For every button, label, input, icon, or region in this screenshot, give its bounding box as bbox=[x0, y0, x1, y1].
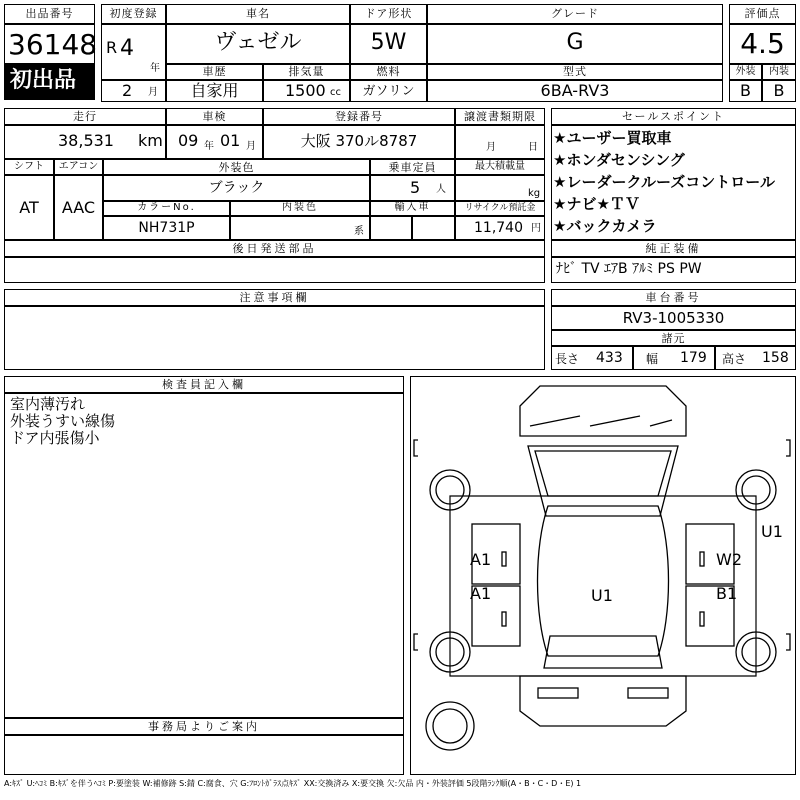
first-listing-text: 初出品 bbox=[10, 68, 77, 93]
chassis-value: RV3-1005330 bbox=[622, 309, 725, 327]
first-reg-label: 初度登録 bbox=[109, 7, 158, 20]
import-cell-a bbox=[370, 216, 412, 240]
transfer-label: 譲渡書類期限 bbox=[464, 110, 536, 123]
damage-mark: B1 bbox=[716, 584, 738, 603]
recycle-label: リサイクル預託金 bbox=[464, 203, 536, 213]
insp-year-unit: 年 bbox=[204, 141, 214, 152]
import-label: 輸入車 bbox=[394, 202, 431, 213]
bracket-left-front bbox=[414, 440, 418, 456]
insp-year: 09 bbox=[178, 131, 199, 150]
grade-label: グレード bbox=[551, 7, 599, 20]
handle-rf bbox=[700, 552, 704, 566]
spec-label: 諸元 bbox=[661, 332, 686, 345]
displacement-unit: cc bbox=[330, 87, 341, 98]
windshield bbox=[535, 451, 671, 496]
color-no-label: カラーNo. bbox=[137, 202, 196, 213]
car-outline-front bbox=[520, 386, 686, 436]
height-label: 高さ bbox=[722, 352, 747, 366]
later-parts-cell bbox=[4, 257, 545, 283]
rear-window bbox=[544, 636, 662, 668]
sales-label: セールスポイント bbox=[621, 110, 725, 123]
fuel-label: 燃料 bbox=[376, 65, 401, 78]
car-name-label: 車名 bbox=[246, 7, 270, 20]
office-cell bbox=[4, 735, 404, 775]
int-color-cell bbox=[230, 216, 370, 240]
history-label: 車歴 bbox=[202, 65, 227, 78]
interior-label: 内装 bbox=[769, 66, 789, 77]
reg-label: 登録番号 bbox=[335, 110, 383, 123]
shift-value: AT bbox=[19, 198, 39, 217]
shift-label: シフト bbox=[14, 161, 44, 172]
insp-month-unit: 月 bbox=[246, 141, 256, 152]
grille-slats bbox=[530, 416, 672, 426]
bracket-right-rear bbox=[786, 634, 790, 650]
recycle-unit: 円 bbox=[531, 223, 541, 234]
damage-mark: W2 bbox=[716, 550, 742, 569]
door-label: ドア形状 bbox=[364, 7, 413, 20]
rear-lamp-left bbox=[538, 688, 578, 698]
car-name: ヴェゼル bbox=[214, 30, 302, 55]
inspector-line: 外装うすい線傷 bbox=[10, 412, 116, 430]
grade-value: G bbox=[566, 30, 584, 55]
cabin bbox=[538, 506, 669, 656]
exterior-label: 外装 bbox=[735, 66, 756, 77]
exterior-grade: B bbox=[740, 81, 751, 100]
sales-item: ★ユーザー買取車 bbox=[553, 129, 672, 147]
mileage-label: 走行 bbox=[73, 110, 97, 123]
color-no-value: NH731P bbox=[138, 220, 195, 236]
model-value: 6BA-RV3 bbox=[540, 81, 610, 100]
sales-item: ★レーダークルーズコントロール bbox=[553, 173, 775, 191]
month-unit: 月 bbox=[148, 87, 158, 98]
width-value: 179 bbox=[680, 350, 707, 366]
inspector-line: 室内薄汚れ bbox=[10, 395, 86, 413]
length-value: 433 bbox=[596, 350, 623, 366]
handle-lf bbox=[502, 552, 506, 566]
mileage-value: 38,531 bbox=[58, 131, 114, 150]
inspection-label: 車検 bbox=[202, 110, 227, 123]
transfer-month-unit: 月 bbox=[486, 142, 496, 153]
length-label: 長さ bbox=[555, 352, 580, 366]
int-color-unit: 系 bbox=[354, 226, 364, 237]
lot-label: 出品番号 bbox=[25, 7, 74, 20]
int-color-label: 内装色 bbox=[282, 202, 318, 213]
notes-label: 注意事項欄 bbox=[239, 291, 310, 304]
inspector-label: 検査員記入欄 bbox=[162, 378, 246, 391]
bracket-left-rear bbox=[414, 634, 418, 650]
reg-year: 4 bbox=[120, 36, 134, 61]
later-parts-label: 後日発送部品 bbox=[232, 242, 317, 255]
import-cell-b bbox=[412, 216, 455, 240]
displacement-label: 排気量 bbox=[288, 65, 325, 78]
displacement-value: 1500 bbox=[285, 81, 326, 100]
ac-value: AAC bbox=[61, 198, 96, 217]
car-diagram bbox=[410, 376, 796, 775]
score-label: 評価点 bbox=[744, 7, 781, 20]
lot-number: 36148 bbox=[8, 28, 98, 61]
transfer-day-unit: 日 bbox=[528, 142, 538, 153]
capacity-label: 乗車定員 bbox=[388, 161, 437, 174]
capacity-value: 5 bbox=[410, 178, 421, 197]
sales-item: ★ナビ★ＴＶ bbox=[553, 195, 640, 213]
handle-rr bbox=[700, 612, 704, 626]
capacity-unit: 人 bbox=[436, 184, 446, 195]
reg-month: 2 bbox=[122, 81, 133, 100]
damage-mark: U1 bbox=[591, 586, 613, 605]
recycle-value: 11,740 bbox=[474, 220, 523, 236]
era: R bbox=[106, 38, 118, 57]
model-label: 型式 bbox=[563, 65, 587, 78]
equipment-label: 純正装備 bbox=[645, 242, 702, 255]
color-value: ブラック bbox=[208, 180, 265, 196]
load-label: 最大積載量 bbox=[475, 161, 525, 172]
bracket-right-front bbox=[786, 440, 790, 456]
office-label: 事務局よりご案内 bbox=[148, 720, 260, 733]
door-value: 5W bbox=[370, 30, 407, 55]
insp-month: 01 bbox=[220, 131, 241, 150]
handle-lr bbox=[502, 612, 506, 626]
chassis-label: 車台番号 bbox=[645, 291, 702, 304]
score-value: 4.5 bbox=[740, 27, 785, 60]
width-label: 幅 bbox=[646, 352, 659, 366]
car-outline-rear bbox=[520, 676, 686, 726]
sales-item: ★ホンダセンシング bbox=[553, 151, 685, 169]
rear-lamp-right bbox=[628, 688, 668, 698]
damage-mark: A1 bbox=[470, 550, 492, 569]
inspector-line: ドア内張傷小 bbox=[10, 429, 100, 447]
color-label: 外装色 bbox=[218, 161, 255, 174]
load-unit: kg bbox=[528, 188, 541, 199]
reg-number: 大阪 370ル8787 bbox=[300, 132, 418, 150]
damage-mark: U1 bbox=[761, 522, 783, 541]
mileage-unit: km bbox=[138, 131, 163, 150]
spare-wheel-inner bbox=[433, 709, 467, 743]
year-unit: 年 bbox=[150, 63, 160, 74]
interior-grade: B bbox=[773, 81, 785, 100]
damage-mark: A1 bbox=[470, 584, 492, 603]
notes-cell bbox=[4, 306, 545, 370]
ac-label: エアコン bbox=[58, 161, 99, 172]
fuel-value: ガソリン bbox=[362, 84, 415, 99]
height-value: 158 bbox=[762, 350, 789, 366]
equipment-value: ﾅﾋﾞ TV ｴｱB ｱﾙﾐ PS PW bbox=[556, 261, 702, 277]
sales-item: ★バックカメラ bbox=[553, 217, 657, 235]
history-value: 自家用 bbox=[190, 81, 239, 100]
legend-text: A:ｷｽﾞ U:ﾍｺﾐ B:ｷｽﾞを伴うﾍｺﾐ P:要塗装 W:補修跡 S:錆 C:腐食、穴 G:ﾌﾛﾝﾄｶﾞﾗｽ点ｷｽﾞ XX:交換済み X:要交換 欠:欠品 内・外装評価 5段階ﾗﾝｸ順(A・B・C・D・E) 1 bbox=[4, 779, 582, 788]
